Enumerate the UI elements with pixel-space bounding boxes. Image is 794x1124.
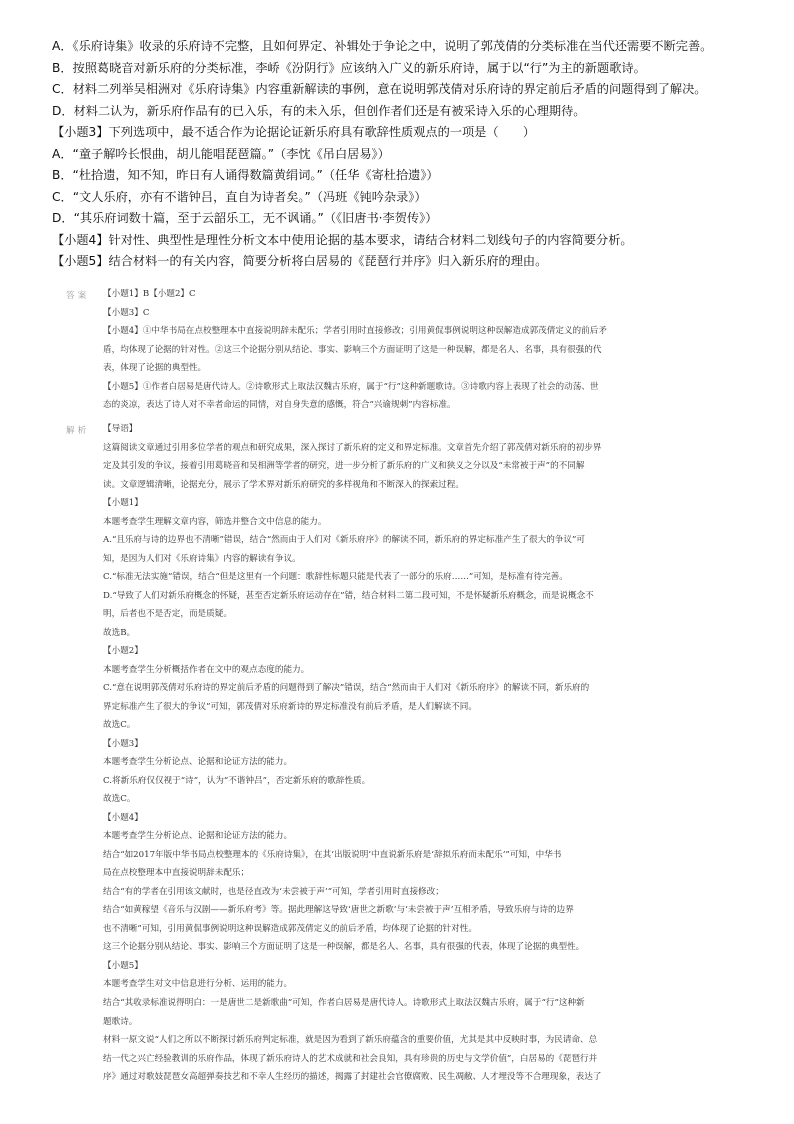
question-3-option-a: A．“童子解吟长恨曲，胡儿能唱琵琶篇。”（李忱《吊白居易》）: [52, 146, 390, 161]
explanation-line: 读。文章逻辑清晰，论据充分，展示了学术界对新乐府研究的多样视角和不断深入的探索过程。: [103, 479, 464, 490]
explanation-line: 本题考查学生理解文章内容，筛选并整合文中信息的能力。: [103, 516, 327, 527]
explanation-line: 定及其引发的争议，接着引用葛晓音和吴相洲等学者的研究，进一步分析了新乐府的广义和狭义之分以及“未常被于声”的不同解: [103, 461, 585, 472]
explanation-line: 这篇阅读文章通过引用多位学者的观点和研究成果，深入探讨了新乐府的定义和界定标准。文章首先介绍了郭茂倩对新乐府的初步界: [103, 442, 602, 453]
explanation-line: 结合“其收录标准说得明白：一是唐世二是新歌曲”可知，作者白居易是唐代诗人。诗歌形式上取法汉魏古乐府，属于“行”这种新: [103, 997, 585, 1008]
answer-block: [103, 285, 753, 415]
explanation-line: 【小题5】: [103, 960, 143, 971]
explanation-label: 解析: [66, 426, 90, 436]
answer-line: 态的炎凉，表达了诗人对不幸者命运的同情，对自身失意的感慨，符合“兴谕规刺”内容标准。: [103, 400, 456, 410]
explanation-line: 本题考查学生分析论点、论据和论证方法的能力。: [103, 831, 293, 842]
explanation-line: 材料一原文说“人们之所以不断探讨新乐府判定标准，就是因为看到了新乐府蕴含的重要价值，尤其是其中反映时事，为民请命、总: [103, 1035, 598, 1046]
explanation-line: C.“意在说明郭茂倩对乐府诗的界定前后矛盾的问题得到了解决”错误，结合“然而由于人们对《新乐府序》的解读不同，新乐府的: [103, 683, 590, 694]
answer-line: 【小题3】C: [103, 307, 150, 318]
explanation-line: 本题考查学生对文中信息进行分析、运用的能力。: [103, 979, 293, 990]
explanation-line: 局在点校整理本中直接说明辞未配乐；: [103, 868, 250, 879]
explanation-line: 界定标准产生了很大的争议”可知，郭茂倩对乐府新诗的界定标准没有前后矛盾，是人们解读不同。: [103, 701, 477, 712]
explanation-line: 这三个论据分别从结论、事实、影响三个方面证明了这是一种误解，都是名人、名事，具有很强的代表，体现了论据的典型性。: [103, 942, 585, 953]
answer-line: 【小题5】①作者白居易是唐代诗人。②诗歌形式上取法汉魏古乐府，属于“行”这种新题歌诗。③诗歌内容上表现了社会的动荡、世: [103, 381, 599, 392]
explanation-line: D.“导致了人们对新乐府概念的怀疑，甚至否定新乐府运动存在”错，结合材料二第二段可知，不是怀疑新乐府概念，而是说概念不: [103, 590, 594, 601]
explanation-line: 【小题2】: [103, 646, 143, 657]
answer-line: 【小题4】①中华书局在点校整理本中直接说明辞未配乐；学者引用时直接修改；引用黄侃事例说明这种误解造成郭茂倩定义的前后矛: [103, 326, 607, 336]
question-block: [52, 36, 767, 273]
explanation-line: A.“且乐府与诗的边界也不清晰”错误，结合“然而由于人们对《新乐府序》的解读不同，新乐府的界定标准产生了很大的争议”可: [103, 535, 585, 546]
explanation-line: C.“标准无法实施”错误，结合“但是这里有一个问题：歌辞性标题只能是代表了一部分的乐府……”可知，是标准有待完善。: [103, 572, 568, 583]
explanation-line: 故选C。: [103, 794, 136, 805]
explanation-line: 【导语】: [103, 424, 138, 434]
explanation-line: 【小题1】: [103, 498, 143, 509]
explanation-line: 明，后者也不是否定，而是质疑。: [103, 609, 232, 620]
option-a: A．《乐府诗集》收录的乐府诗不完整，且如何界定、补辑处于争论之中，说明了郭茂倩的分类标准在当代还需要不断完善。: [52, 39, 713, 53]
answer-label: 答案: [66, 291, 90, 301]
explanation-line: 【小题4】: [103, 812, 143, 823]
question-3-option-d: D．“其乐府词数十篇，至于云韶乐工，无不讽诵。”（《旧唐书·李贺传》）: [52, 211, 438, 225]
answer-line: 【小题1】B【小题2】C: [103, 289, 196, 299]
explanation-line: C.将新乐府仅仅视于“诗”，认为“不谐钟吕”，否定新乐府的歌辞性质。: [103, 775, 371, 786]
explanation-line: 结合“如黄稼望《音乐与汉剧——新乐府考》等。据此理解这导致‘唐世之新歌’与‘未尝被于声’互相矛盾，导致乐府与诗的边界: [103, 905, 574, 916]
question-3-option-c: C．“文人乐府，亦有不谐钟吕，直自为诗者矣。”（冯班《钝吟杂录》）: [52, 189, 427, 204]
explanation-line: 故选B。: [103, 627, 136, 638]
explanation-line: 知，是因为人们对《乐府诗集》内容的解读有争议。: [103, 553, 301, 564]
explanation-line: 序》通过对歌妓琵琶女高超弹奏技艺和不幸人生经历的描述，揭露了封建社会官僚腐败、民生凋敝、人才埋没等不合理现象，表达了: [103, 1072, 602, 1083]
option-b: B．按照葛晓音对新乐府的分类标准，李峤《汾阴行》应该纳入广义的新乐府诗，属于以“行”为主的新题歌诗。: [52, 60, 646, 75]
option-d: D．材料二认为，新乐府作品有的已入乐，有的未入乐，但创作者们还是有被采诗入乐的心理期待。: [52, 103, 586, 118]
explanation-line: 结合“如2017年版中华书局点校整理本的《乐府诗集》，在其‘出版说明’中直说新乐府是‘辞拟乐府而未配乐’”可知，中华书: [103, 849, 562, 860]
explanation-line: 本题考查学生分析概括作者在文中的观点态度的能力。: [103, 664, 310, 675]
explanation-line: 【小题3】: [103, 738, 143, 749]
explanation-line: 结一代之兴亡经验教训的乐府作品，体现了新乐府诗人的艺术成就和社会良知，具有珍贵的历史与文学价值”，白居易的《琵琶行并: [103, 1053, 598, 1064]
answer-line: 表，体现了论据的典型性。: [103, 363, 207, 373]
option-c: C．材料二列举吴相洲对《乐府诗集》内容重新解读的事例，意在说明郭茂倩对乐府诗的界定前后矛盾的问题得到了解决。: [52, 82, 707, 96]
question-3-stem: 【小题3】下列选项中，最不适合作为论据论证新乐府具有歌辞性质观点的一项是（ ）: [52, 125, 536, 139]
explanation-line: 题歌诗。: [103, 1016, 138, 1027]
question-5-stem: 【小题5】结合材料一的有关内容，简要分析将白居易的《琵琶行并序》归入新乐府的理由。: [52, 254, 548, 268]
explanation-line: 也不清晰”可知，引用黄侃事例说明这种误解造成郭茂倩定义的前后矛盾，均体现了论据的针对性。: [103, 923, 477, 934]
explanation-line: 本题考查学生分析论点、论据和论证方法的能力。: [103, 757, 293, 768]
explanation-block: [103, 420, 753, 1087]
answer-line: 盾，均体现了论据的针对性。②这三个论据分别从结论、事实、影响三个方面证明了这是一种误解，都是名人、名事，具有很强的代: [103, 344, 602, 355]
question-3-option-b: B．“杜拾遗，知不知，昨日有人诵得数篇黄绢词。”（任华《寄杜拾遗》）: [52, 168, 439, 182]
question-4-stem: 【小题4】针对性、典型性是理性分析文本中使用论据的基本要求，请结合材料二划线句子的内容简要分析。: [52, 232, 633, 247]
explanation-line: 结合“有的学者在引用该文献时，也是径直改为‘未尝被于声’”可知，学者引用时直接修改；: [103, 886, 444, 897]
explanation-line: 故选C。: [103, 720, 136, 731]
